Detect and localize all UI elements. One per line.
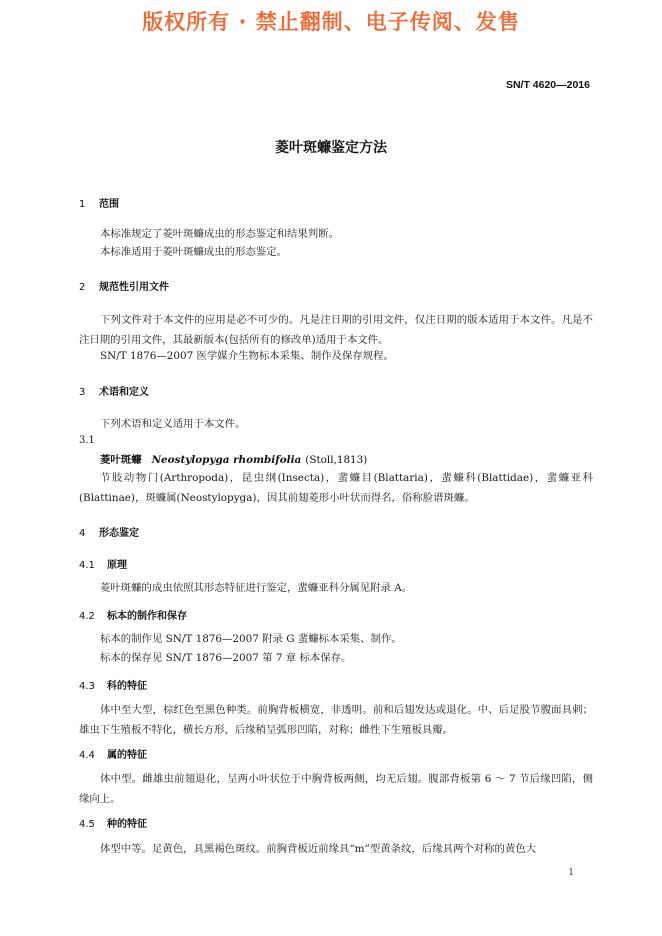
paragraph: 下列文件对于本文件的应用是必不可少的。凡是注日期的引用文件，仅注日期的版本适用于本文件。凡是不注日期的引用文件，其最新版本(包括所有的修改单)适用于本文件。 (79, 314, 593, 346)
section-title: 科的特征 (107, 681, 147, 692)
copyright-banner: 版权所有 · 禁止翻制、电子传阅、发售 (142, 10, 520, 34)
paragraph: 标本的制作见 SN/T 1876—2007 附录 G 蜚蠊标本采集、制作。 (100, 633, 402, 645)
section-title: 术语和定义 (99, 387, 149, 398)
paragraph-reference: SN/T 1876—2007 医学媒介生物标本采集、制作及保存规程。 (100, 350, 394, 362)
section-1-heading (79, 195, 119, 210)
section-number: 3 (79, 387, 86, 398)
section-title: 种的特征 (107, 819, 147, 830)
paragraph: 本标准适用于菱叶斑蠊成虫的形态鉴定。 (100, 246, 288, 258)
term-chinese-name: 菱叶斑蠊 (100, 454, 142, 466)
term-latin-name: Neostylopyga rhombifolia (151, 454, 302, 466)
section-number: 2 (79, 282, 86, 293)
paragraph: 菱叶斑蠊的成虫依照其形态特征进行鉴定，蜚蠊亚科分属见附录 A。 (100, 582, 413, 594)
term-number: 3.1 (79, 435, 95, 446)
section-title: 范围 (99, 199, 119, 210)
paragraph: 体型中等。足黄色，具黑褐色斑纹。前胸背板近前缘具“m”型黄条纹，后缘具两个对称的黄色大 (100, 843, 537, 855)
section-number: 4.3 (79, 681, 95, 692)
section-number: 4.2 (79, 611, 95, 622)
term-entry (100, 451, 367, 466)
section-number: 4 (79, 528, 86, 539)
section-4-2-heading (79, 607, 187, 622)
section-number: 1 (79, 199, 86, 210)
paragraph: 本标准规定了菱叶斑蠊成虫的形态鉴定和结果判断。 (100, 228, 339, 240)
section-title: 标本的制作和保存 (107, 611, 187, 622)
term-definition: 节肢动物门(Arthropoda)，昆虫纲(Insecta)，蜚蠊目(Blattaria)，蜚蠊科(Blattidae)，蜚蠊亚科(Blattinae)，斑蠊属(Neostylopyga)，因其前翅菱形小叶状而得名，俗称脸谱斑蠊。 (79, 472, 593, 504)
section-number: 4.1 (79, 560, 95, 571)
section-4-5-heading (79, 815, 147, 830)
section-4-heading (79, 524, 139, 539)
section-4-1-heading (79, 556, 127, 571)
section-number: 4.4 (79, 750, 95, 761)
standard-code: SN/T 4620—2016 (505, 79, 590, 91)
section-title: 原理 (107, 560, 127, 571)
term-author: (Stoll,1813) (305, 454, 368, 466)
section-4-4-heading (79, 746, 147, 761)
paragraph: 体中型。雌雄虫前翅退化，呈两小叶状位于中胸背板两侧，均无后翅。腹部背板第 6 ～ 7 节后缘凹陷，侧缘向上。 (79, 773, 593, 805)
section-title: 属的特征 (107, 750, 147, 761)
paragraph: 下列术语和定义适用于本文件。 (100, 418, 246, 430)
section-2-heading (79, 278, 169, 293)
section-4-3-heading (79, 677, 147, 692)
section-number: 4.5 (79, 819, 95, 830)
page-number: 1 (568, 868, 574, 878)
section-3-heading (79, 383, 149, 398)
section-title: 规范性引用文件 (99, 282, 169, 293)
section-title: 形态鉴定 (99, 528, 139, 539)
paragraph: 体中至大型，棕红色至黑色种类。前胸背板横宽，非透明。前和后翅发达或退化。中、后足股节腹面具刺；雄虫下生殖板不特化，横长方形，后缘稍呈弧形凹陷，对称；雌性下生殖板具瓣。 (79, 704, 593, 736)
paragraph: 标本的保存见 SN/T 1876—2007 第 7 章 标本保存。 (100, 652, 352, 664)
document-title: 菱叶斑蠊鉴定方法 (275, 140, 387, 156)
